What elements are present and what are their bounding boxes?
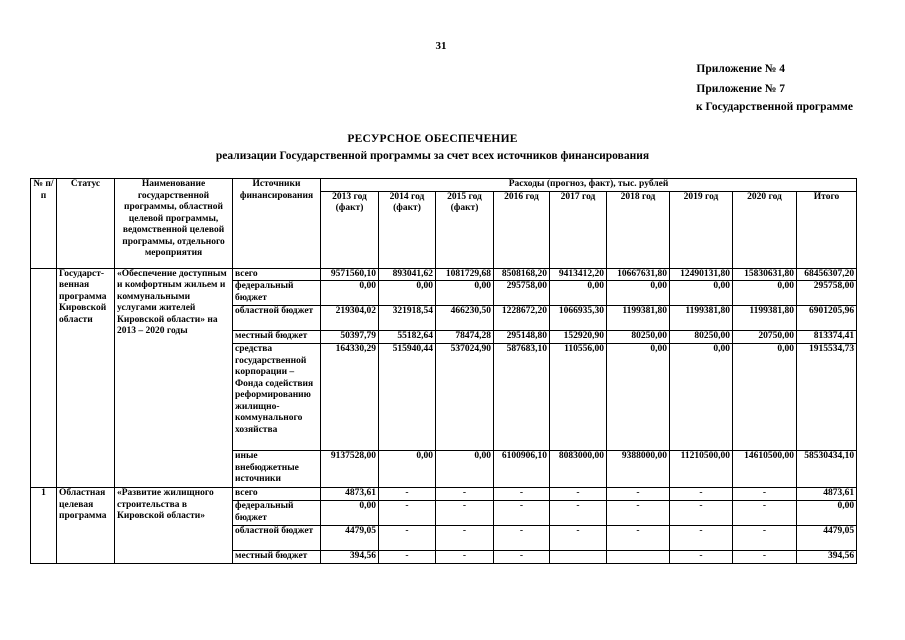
row-value: - — [550, 488, 607, 501]
row-value: 1228672,20 — [494, 306, 550, 331]
row-value: 466230,50 — [436, 306, 494, 331]
row-value: - — [607, 526, 670, 551]
row-value: 0,00 — [321, 281, 379, 306]
row-value: 295148,80 — [494, 331, 550, 344]
row-value: - — [550, 501, 607, 526]
row-source: всего — [233, 488, 321, 501]
row-value: 68456307,20 — [797, 268, 857, 281]
row-num — [31, 268, 57, 488]
header-year-7: 2020 год — [733, 191, 797, 268]
row-value: 0,00 — [550, 281, 607, 306]
header-status: Статус — [57, 179, 115, 269]
row-value: 1081729,68 — [436, 268, 494, 281]
row-value: 295758,00 — [797, 281, 857, 306]
row-value: 0,00 — [670, 344, 733, 451]
row-value: 9571560,10 — [321, 268, 379, 281]
row-value: 9137528,00 — [321, 451, 379, 488]
row-value: 152920,90 — [550, 331, 607, 344]
row-value: 321918,54 — [379, 306, 436, 331]
row-value: 4873,61 — [321, 488, 379, 501]
row-value: - — [670, 501, 733, 526]
row-value: 14610500,00 — [733, 451, 797, 488]
row-value: 515940,44 — [379, 344, 436, 451]
row-value: - — [436, 526, 494, 551]
row-num: 1 — [31, 488, 57, 564]
row-value: - — [670, 551, 733, 564]
row-source: иные внебюджетные источники — [233, 451, 321, 488]
row-value: - — [670, 526, 733, 551]
row-source: всего — [233, 268, 321, 281]
row-value: 893041,62 — [379, 268, 436, 281]
row-source: областной бюджет — [233, 306, 321, 331]
row-value: 8083000,00 — [550, 451, 607, 488]
header-num: № п/п — [31, 179, 57, 269]
row-source: средства государственной корпорации – Фонда содействия реформированию жилищно-коммунального хозяйства — [233, 344, 321, 451]
row-value: 4479,05 — [797, 526, 857, 551]
row-value: - — [607, 501, 670, 526]
header-year-1: 2014 год (факт) — [379, 191, 436, 268]
row-name: «Развитие жилищного строительства в Кировской области» — [115, 488, 233, 564]
document-title: РЕСУРСНОЕ ОБЕСПЕЧЕНИЕ — [347, 133, 518, 145]
row-value: 12490131,80 — [670, 268, 733, 281]
appendix-line-1: Приложение № 4 — [696, 63, 785, 75]
row-value: 537024,90 — [436, 344, 494, 451]
row-value: 9413412,20 — [550, 268, 607, 281]
row-value: 394,56 — [797, 551, 857, 564]
row-value: 0,00 — [321, 501, 379, 526]
header-row — [31, 179, 857, 192]
row-value: 55182,64 — [379, 331, 436, 344]
row-value: - — [733, 501, 797, 526]
header-year-8: Итого — [797, 191, 857, 268]
row-value: 80250,00 — [607, 331, 670, 344]
row-value: 4479,05 — [321, 526, 379, 551]
row-value: 6901205,96 — [797, 306, 857, 331]
row-value: - — [436, 488, 494, 501]
row-value: 9388000,00 — [607, 451, 670, 488]
row-value: 50397,79 — [321, 331, 379, 344]
header-year-4: 2017 год — [550, 191, 607, 268]
row-value: 295758,00 — [494, 281, 550, 306]
row-value: 20750,00 — [733, 331, 797, 344]
resource-table — [30, 178, 857, 564]
row-value — [550, 551, 607, 564]
row-value: 587683,10 — [494, 344, 550, 451]
row-value: 813374,41 — [797, 331, 857, 344]
row-value: - — [733, 488, 797, 501]
row-source: федеральный бюджет — [233, 501, 321, 526]
row-value: 0,00 — [607, 344, 670, 451]
row-status: Государст-венная программа Кировской области — [57, 268, 115, 488]
row-value: 1199381,80 — [733, 306, 797, 331]
row-value: - — [379, 488, 436, 501]
row-value: - — [733, 526, 797, 551]
row-value: - — [607, 488, 670, 501]
row-source: областной бюджет — [233, 526, 321, 551]
row-value: - — [550, 526, 607, 551]
row-value: 0,00 — [733, 281, 797, 306]
row-value: 0,00 — [379, 281, 436, 306]
row-value: 0,00 — [670, 281, 733, 306]
row-value: 110556,00 — [550, 344, 607, 451]
header-year-6: 2019 год — [670, 191, 733, 268]
row-value: - — [733, 551, 797, 564]
row-value: 78474,28 — [436, 331, 494, 344]
row-value: 6100906,10 — [494, 451, 550, 488]
table-row — [31, 268, 857, 281]
row-value: 58530434,10 — [797, 451, 857, 488]
document-subtitle: реализации Государственной программы за счет всех источников финансирования — [215, 150, 650, 162]
row-value: - — [494, 526, 550, 551]
header-year-3: 2016 год — [494, 191, 550, 268]
row-source: федеральный бюджет — [233, 281, 321, 306]
row-value: 219304,02 — [321, 306, 379, 331]
row-value: - — [670, 488, 733, 501]
row-value: - — [379, 501, 436, 526]
row-value: 0,00 — [797, 501, 857, 526]
row-value: 0,00 — [436, 281, 494, 306]
row-value: 1915534,73 — [797, 344, 857, 451]
header-year-2: 2015 год (факт) — [436, 191, 494, 268]
row-value: 80250,00 — [670, 331, 733, 344]
header-source: Источники финансирования — [233, 179, 321, 269]
row-value: 1199381,80 — [607, 306, 670, 331]
row-value: 15830631,80 — [733, 268, 797, 281]
row-value: - — [379, 551, 436, 564]
row-value: 0,00 — [733, 344, 797, 451]
appendix-line-3: к Государственной программе — [696, 101, 853, 113]
row-source: местный бюджет — [233, 551, 321, 564]
row-value — [607, 551, 670, 564]
row-value: 1066935,30 — [550, 306, 607, 331]
row-value: 1199381,80 — [670, 306, 733, 331]
row-value: - — [494, 551, 550, 564]
table-row — [31, 488, 857, 501]
row-value: 8508168,20 — [494, 268, 550, 281]
row-value: 0,00 — [436, 451, 494, 488]
row-value: 10667631,80 — [607, 268, 670, 281]
row-value: - — [436, 551, 494, 564]
row-value: 4873,61 — [797, 488, 857, 501]
row-name: «Обеспечение доступным и комфортным жильем и коммунальными услугами жителей Кировской области» на 2013 – 2020 годы — [115, 268, 233, 488]
row-source: местный бюджет — [233, 331, 321, 344]
row-status: Областная целевая программа — [57, 488, 115, 564]
row-value: - — [436, 501, 494, 526]
row-value: 11210500,00 — [670, 451, 733, 488]
header-expenses: Расходы (прогноз, факт), тыс. рублей — [321, 179, 857, 192]
row-value: - — [494, 501, 550, 526]
row-value: - — [379, 526, 436, 551]
header-year-5: 2018 год — [607, 191, 670, 268]
row-value: 0,00 — [607, 281, 670, 306]
header-name: Наименование государственной программы, областной целевой программы, ведомственной целевой программы, отдельного мероприятия — [115, 179, 233, 269]
row-value: 0,00 — [379, 451, 436, 488]
header-year-0: 2013 год (факт) — [321, 191, 379, 268]
row-value: 394,56 — [321, 551, 379, 564]
row-value: 164330,29 — [321, 344, 379, 451]
page-number: 31 — [435, 40, 447, 52]
appendix-line-2: Приложение № 7 — [696, 83, 785, 95]
row-value: - — [494, 488, 550, 501]
